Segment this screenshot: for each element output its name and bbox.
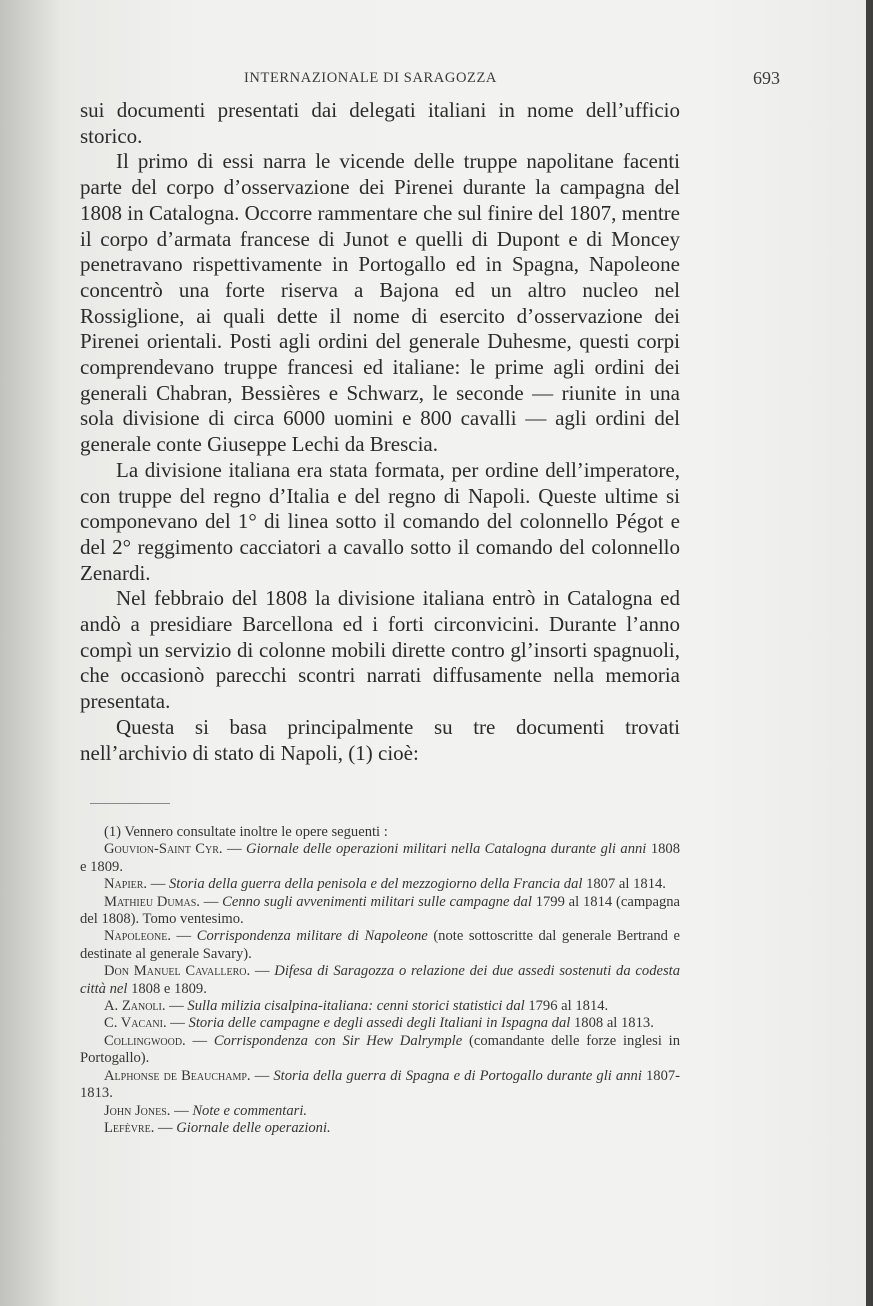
footnote-author: Lefèvre. (104, 1119, 155, 1136)
footnote-rest: 1808 al 1813. (570, 1015, 654, 1032)
footnote-rest: 1807-1813. (80, 1067, 681, 1102)
footnote-entry (80, 998, 680, 1015)
footnote-separator: — (199, 893, 223, 910)
paragraph-3: La divisione italiana era stata formata, per ordine dell’imperatore, con truppe del regno d’Italia e del regno di Napoli. Queste ultime si componevano del 1° di linea sotto il comando del colonnello Pégot e del 2° reggimento cacciatori a cavallo sotto il comando del colonnello Zenardi. (80, 457, 680, 585)
footnote-title: Storia della guerra della penisola e del mezzogiorno della Francia dal (168, 876, 583, 893)
footnote-rule (90, 803, 170, 804)
footnote-separator: — (166, 1015, 189, 1032)
spine-shadow (0, 0, 60, 1306)
footnote-author: John Jones. (104, 1102, 171, 1119)
footnote-intro: (1) Vennero consultate inoltre le opere seguenti : (104, 824, 388, 840)
footnote-title: Sulla milizia cisalpina-italiana: cenni storici statistici dal (187, 998, 525, 1015)
footnote-separator: — (165, 998, 188, 1015)
footnote-author: A. Zanoli. (104, 998, 166, 1015)
footnote-author: Gouvion-Saint Cyr. (104, 841, 223, 858)
footnote-title: Storia della guerra di Spagna e di Portogallo durante gli anni (273, 1067, 642, 1084)
footnote-entry (80, 1033, 680, 1068)
footnote-entry (80, 894, 680, 929)
footnote-entry (80, 841, 680, 876)
footnote-title: Difesa di Saragozza o relazione dei due assedi sostenuti da codesta città nel (80, 963, 680, 997)
footnote-author: Don Manuel Cavallero. (104, 963, 251, 980)
footnote-rest: 1807 al 1814. (582, 876, 666, 893)
footnote-rest: (note sottoscritte dal generale Bertrand e destinate al generale Savary). (80, 928, 680, 962)
footnote-separator: — (250, 963, 275, 980)
footnote-author: Alphonse de Beauchamp. (104, 1067, 251, 1084)
footnote-author: Collingwood. (104, 1032, 186, 1049)
scan-border (866, 0, 873, 1306)
footnote-title: Note e commentari. (192, 1102, 308, 1119)
paragraph-4: Nel febbraio del 1808 la divisione italiana entrò in Catalogna ed andò a presidiare Barcellona ed i forti circonvicini. Durante l’anno compì un servizio di colonne mobili dirette contro gl’insorti spagnuoli, che occasionò parecchi scontri narrati diffusamente nella memoria presentata. (80, 586, 680, 714)
footnote-rest: 1808 e 1809. (127, 980, 207, 997)
body-text (80, 98, 680, 766)
footnote-separator: — (154, 1119, 177, 1136)
footnote-separator: — (185, 1032, 214, 1049)
footnote-title: Corrispondenza con Sir Hew Dalrymple (213, 1032, 463, 1049)
paragraph-5: Questa si basa principalmente su tre documenti trovati nell’archivio di stato di Napoli, (1) cioè: (80, 714, 680, 765)
footnote-separator: — (170, 1102, 193, 1119)
running-title: INTERNAZIONALE DI SARAGOZZA (244, 70, 498, 86)
footnote-title: Cenno sugli avvenimenti militari sulle campagne dal (222, 893, 532, 910)
footnote-author: Napier. (104, 876, 148, 893)
footnote-separator: — (250, 1067, 274, 1084)
footnotes (80, 824, 680, 1137)
footnote-title: Giornale delle operazioni. (176, 1119, 331, 1136)
footnote-author: C. Vacani. (104, 1015, 167, 1032)
footnote-entry (80, 1103, 680, 1120)
footnote-author: Mathieu Dumas. (104, 893, 200, 910)
footnote-rest: (comandante delle forze inglesi in Portogallo). (80, 1032, 680, 1067)
footnote-title: Giornale delle operazioni militari nella Catalogna durante gli anni (246, 841, 647, 858)
footnote-title: Storia delle campagne e degli assedi degli Italiani in Ispagna dal (188, 1015, 571, 1032)
page-header (80, 70, 780, 92)
footnote-entry (80, 1120, 680, 1137)
footnote-entry (80, 876, 680, 893)
footnote-separator: — (147, 876, 169, 893)
footnote-rest: 1808 e 1809. (80, 841, 680, 875)
footnote-separator: — (170, 928, 197, 945)
paragraph-2: Il primo di essi narra le vicende delle truppe napolitane facenti parte del corpo d’osservazione dei Pirenei durante la campagna del 1808 in Catalogna. Occorre rammentare che sul finire del 1807, mentre il corpo d’armata francese di Junot e quelli di Dupont e di Moncey penetravano rispettivamente in Portogallo ed in Spagna, Napoleone concentrò una forte riserva a Bajona ed un altro nucleo nel Rossiglione, ai quali dette il nome di esercito d’osservazione dei Pirenei orientali. Posti agli ordini del generale Duhesme, questi corpi comprendevano truppe francesi ed italiane: le prime agli ordini dei generali Chabran, Bessières e Schwarz, le seconde — riunite in una sola divisione di circa 6000 uomini e 800 cavalli — agli ordini del generale conte Giuseppe Lechi da Brescia. (80, 149, 680, 457)
footnote-author: Napoleone. (104, 928, 171, 945)
page-number: 693 (753, 68, 780, 88)
footnote-title: Corrispondenza militare di Napoleone (196, 928, 428, 945)
footnote-entry (80, 1015, 680, 1032)
footnote-entry (80, 963, 680, 998)
paragraph-1: sui documenti presentati dai delegati italiani in nome dell’ufficio storico. (80, 98, 680, 148)
footnote-rest: 1796 al 1814. (524, 998, 609, 1015)
footnote-separator: — (222, 841, 247, 858)
footnote-rest: 1799 al 1814 (campagna del 1808). Tomo ventesimo. (80, 893, 681, 928)
footnote-entry (80, 928, 680, 963)
footnote-entry (80, 1068, 680, 1103)
